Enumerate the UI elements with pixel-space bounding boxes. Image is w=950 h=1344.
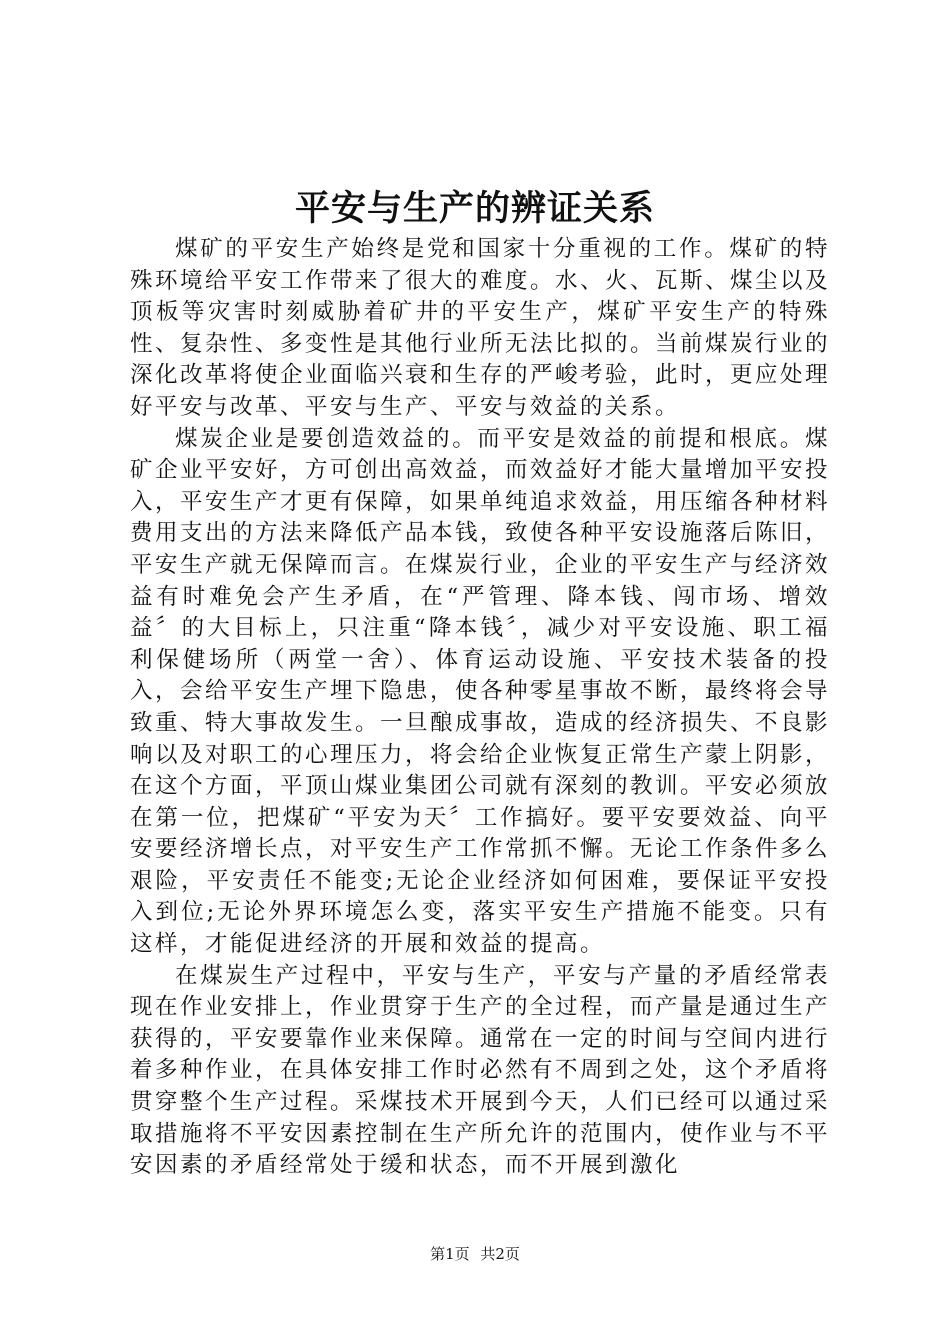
paragraph-1: 煤矿的平安生产始终是党和国家十分重视的工作。煤矿的特殊环境给平安工作带来了很大的难度。水、火、瓦斯、煤尘以及顶板等灾害时刻威胁着矿井的平安生产，煤矿平安生产的特殊性、复杂性、多变性是其他行业所无法比拟的。当前煤炭行业的深化改革将使企业面临兴衰和生存的严峻考验，此时，更应处理好平安与改革、平安与生产、平安与效益的关系。 <box>130 236 831 420</box>
page-number: 第1页 <box>430 1245 470 1263</box>
page-total: 共2页 <box>480 1245 520 1263</box>
document-body <box>130 234 830 1182</box>
page-footer <box>0 1244 950 1264</box>
paragraph-2: 煤炭企业是要创造效益的。而平安是效益的前提和根底。煤矿企业平安好，方可创出高效益，而效益好才能大量增加平安投入，平安生产才更有保障，如果单纯追求效益，用压缩各种材料费用支出的方法来降低产品本钱，致使各种平安设施落后陈旧，平安生产就无保障而言。在煤炭行业，企业的平安生产与经济效益有时难免会产生矛盾，在“严管理、降本钱、闯市场、增效益〞的大目标上，只注重“降本钱〞，减少对平安设施、职工福利保健场所（两堂一舍）、体育运动设施、平安技术装备的投入，会给平安生产埋下隐患，使各种零星事故不断，最终将会导致重、特大事故发生。一旦酿成事故，造成的经济损失、不良影响以及对职工的心理压力，将会给企业恢复正常生产蒙上阴影，在这个方面，平顶山煤业集团公司就有深刻的教训。平安必须放在第一位，把煤矿“平安为天〞工作搞好。要平安要效益、向平安要经济增长点，对平安生产工作常抓不懈。无论工作条件多么艰险，平安责任不能变;无论企业经济如何困难，要保证平安投入到位;无论外界环境怎么变，落实平安生产措施不能变。只有这样，才能促进经济的开展和效益的提高。 <box>130 425 831 958</box>
page-title: 平安与生产的辨证关系 <box>294 188 655 229</box>
paragraph-3: 在煤炭生产过程中，平安与生产，平安与产量的矛盾经常表现在作业安排上，作业贯穿于生产的全过程，而产量是通过生产获得的，平安要靠作业来保障。通常在一定的时间与空间内进行着多种作业，在具体安排工作时必然有不周到之处，这个矛盾将贯穿整个生产过程。采煤技术开展到今天，人们已经可以通过采取措施将不平安因素控制在生产所允许的范围内，使作业与不平安因素的矛盾经常处于缓和状态，而不开展到激化 <box>130 962 831 1179</box>
